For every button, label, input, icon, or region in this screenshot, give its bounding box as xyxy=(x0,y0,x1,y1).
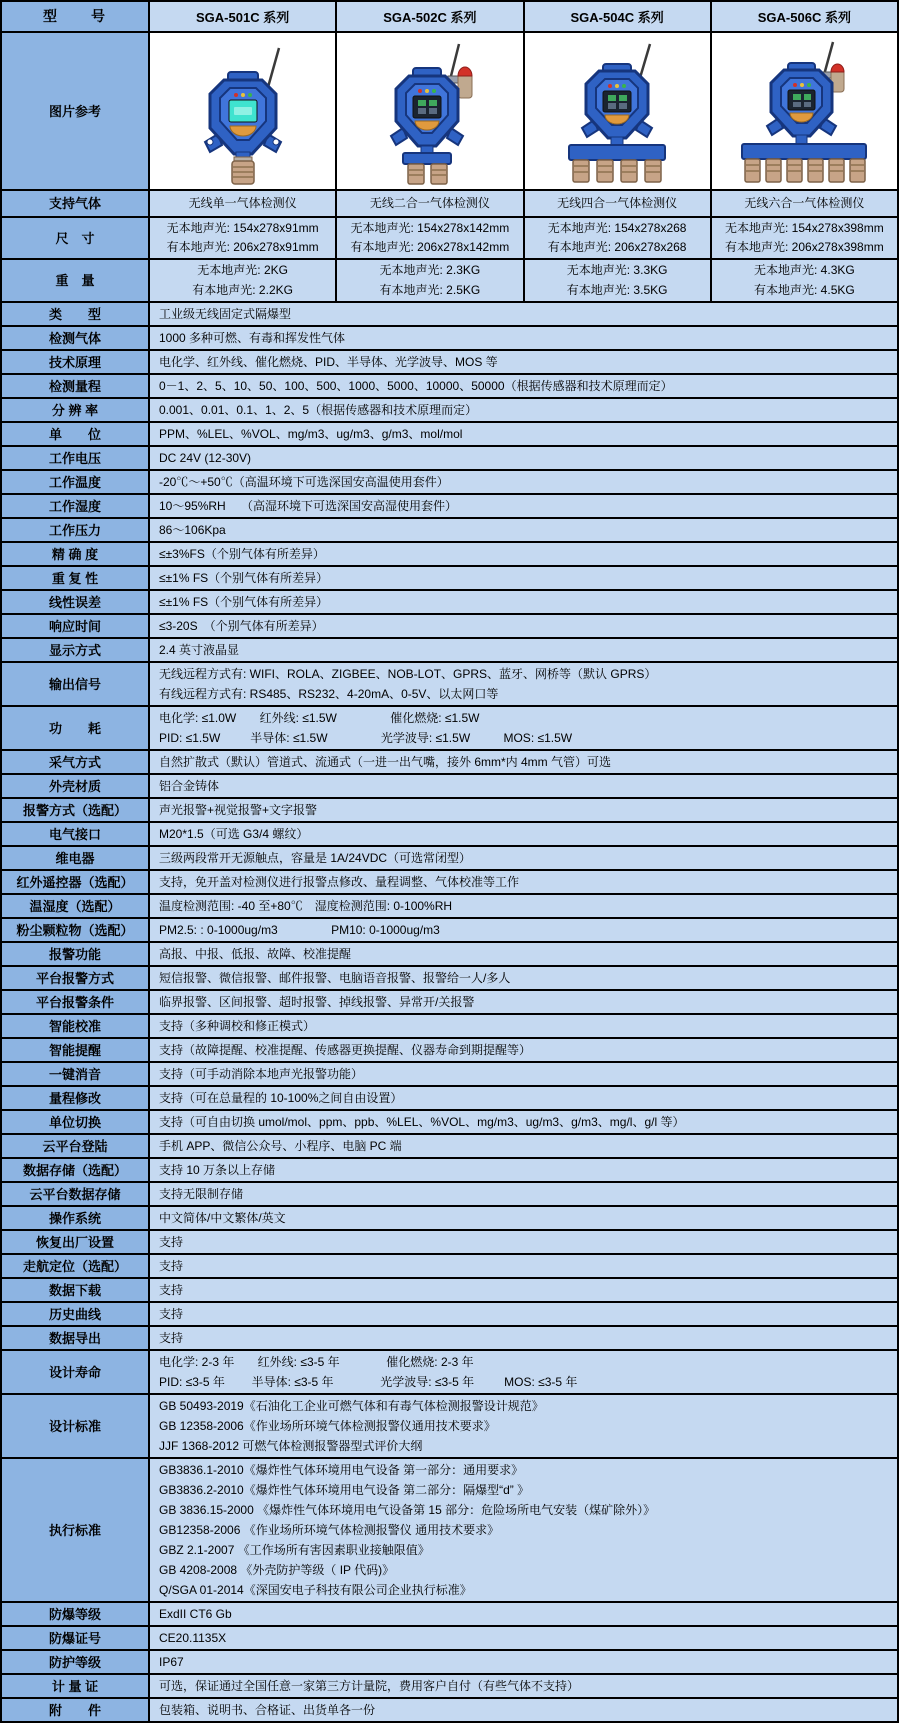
spec-row-value xyxy=(150,663,897,705)
size-line: 有本地声光: 206x278x268 xyxy=(547,240,687,254)
spec-row-label: 类 型 xyxy=(2,303,150,325)
spec-row-label: 显示方式 xyxy=(2,639,150,661)
spec-line: 0－1、2、5、10、50、100、500、1000、5000、10000、50000（根据传感器和技术原理而定） xyxy=(159,379,673,393)
spec-row xyxy=(2,1603,897,1627)
spec-row xyxy=(2,1255,897,1279)
spec-row xyxy=(2,663,897,707)
spec-row-value xyxy=(150,495,897,517)
spec-row-value xyxy=(150,1279,897,1301)
spec-line: GB12358-2006 《作业场所环境气体检测报警仪 通用技术要求》 xyxy=(159,1523,500,1537)
model-name-sga-506c: SGA-506C 系列 xyxy=(712,2,897,31)
model-name-sga-502c: SGA-502C 系列 xyxy=(337,2,524,31)
spec-line: GB 50493-2019《石油化工企业可燃气体和有毒气体检测报警设计规范》 xyxy=(159,1399,544,1413)
spec-row-label: 输出信号 xyxy=(2,663,150,705)
spec-line: 支持 xyxy=(159,1307,184,1321)
weight-cell xyxy=(337,260,524,301)
weight-cell xyxy=(525,260,712,301)
spec-row xyxy=(2,1159,897,1183)
size-line: 有本地声光: 206x278x91mm xyxy=(166,240,319,254)
weight-row xyxy=(2,260,897,303)
spec-row-value xyxy=(150,751,897,773)
spec-row xyxy=(2,1135,897,1159)
spec-line: PM2.5: : 0-1000ug/m3 PM10: 0-1000ug/m3 xyxy=(159,923,440,937)
spec-row-label: 智能提醒 xyxy=(2,1039,150,1061)
image-row-label: 图片参考 xyxy=(2,33,150,189)
spec-line: 铝合金铸体 xyxy=(159,779,220,793)
spec-line: 声光报警+视觉报警+文字报警 xyxy=(159,803,318,817)
spec-row-label: 防护等级 xyxy=(2,1651,150,1673)
spec-line: 三级两段常开无源触点，容量是 1A/24VDC（可选常闭型） xyxy=(159,851,472,865)
spec-row-label: 数据导出 xyxy=(2,1327,150,1349)
spec-line: PPM、%LEL、%VOL、mg/m3、ug/m3、g/m3、mol/mol xyxy=(159,427,463,441)
spec-row xyxy=(2,967,897,991)
spec-row-value xyxy=(150,1015,897,1037)
weight-line: 有本地声光: 4.5KG xyxy=(754,282,855,297)
spec-row-value xyxy=(150,943,897,965)
size-line: 无本地声光: 154x278x268 xyxy=(547,221,687,235)
spec-row-value xyxy=(150,895,897,917)
spec-line: 0.001、0.01、0.1、1、2、5（根据传感器和技术原理而定） xyxy=(159,403,478,417)
spec-line: 温度检测范围: -40 至+80℃ 湿度检测范围: 0-100%RH xyxy=(159,899,453,913)
spec-line: GBZ 2.1-2007 《工作场所有害因素职业接触限值》 xyxy=(159,1543,430,1557)
device-image-sga-501c-icon xyxy=(168,36,318,186)
spec-row-label: 设计标准 xyxy=(2,1395,150,1457)
spec-line: 支持（可手动消除本地声光报警功能） xyxy=(159,1067,364,1081)
weight-cell xyxy=(712,260,897,301)
device-image-sga-502c-icon xyxy=(355,36,505,186)
spec-row xyxy=(2,375,897,399)
model-header-label: 型 号 xyxy=(2,2,150,31)
spec-line: JJF 1368-2012 可燃气体检测报警器型式评价大纲 xyxy=(159,1439,423,1453)
spec-row xyxy=(2,1207,897,1231)
spec-row xyxy=(2,775,897,799)
weight-line: 无本地声光: 3.3KG xyxy=(566,263,668,278)
spec-line: 支持，免开盖对检测仪进行报警点修改、量程调整、气体校准等工作 xyxy=(159,875,520,889)
weight-line: 无本地声光: 4.3KG xyxy=(754,263,855,278)
header-row xyxy=(2,2,897,33)
gas-value: 无线单一气体检测仪 xyxy=(188,196,297,210)
spec-row-value xyxy=(150,1231,897,1253)
spec-row-label: 采气方式 xyxy=(2,751,150,773)
spec-row xyxy=(2,707,897,751)
size-row xyxy=(2,218,897,260)
spec-row-value xyxy=(150,1135,897,1157)
spec-row xyxy=(2,567,897,591)
spec-line: 有线远程方式有: RS485、RS232、4-20mA、0-5V、以太网口等 xyxy=(159,687,499,701)
size-line: 无本地声光: 154x278x142mm xyxy=(350,221,510,235)
spec-row-value xyxy=(150,423,897,445)
spec-row-value xyxy=(150,1651,897,1673)
spec-row-label: 数据下载 xyxy=(2,1279,150,1301)
device-photo-cell-504c xyxy=(525,33,712,189)
spec-line: PID: ≤1.5W 半导体: ≤1.5W 光学波导: ≤1.5W MOS: ≤1.5W xyxy=(159,731,573,745)
weight-line: 有本地声光: 3.5KG xyxy=(566,282,668,297)
spec-row-value xyxy=(150,707,897,749)
weight-line: 无本地声光: 2.3KG xyxy=(379,263,481,278)
device-image-sga-506c-icon xyxy=(729,36,879,186)
spec-row-label: 平台报警条件 xyxy=(2,991,150,1013)
spec-row-label: 设计寿命 xyxy=(2,1351,150,1393)
spec-line: GB3836.2-2010《爆炸性气体环境用电气设备 第二部分：隔爆型“d” 》 xyxy=(159,1483,530,1497)
spec-line: GB 3836.15-2000 《爆炸性气体环境用电气设备第 15 部分：危险场所电气安装（煤矿除外）》 xyxy=(159,1503,656,1517)
size-cell xyxy=(525,218,712,258)
spec-line: M20*1.5（可选 G3/4 螺纹） xyxy=(159,827,309,841)
spec-line: 10～95%RH （高湿环境下可选深国安高湿使用套件） xyxy=(159,499,458,513)
spec-row-value xyxy=(150,1207,897,1229)
spec-row-value xyxy=(150,351,897,373)
spec-row-label: 走航定位（选配） xyxy=(2,1255,150,1277)
spec-row xyxy=(2,1015,897,1039)
spec-row-value xyxy=(150,591,897,613)
spec-row-value xyxy=(150,1303,897,1325)
size-line: 有本地声光: 206x278x142mm xyxy=(350,240,510,254)
spec-line: 可选，保证通过全国任意一家第三方计量院，费用客户自付（有些气体不支持） xyxy=(159,1679,580,1693)
spec-row-value xyxy=(150,775,897,797)
spec-row xyxy=(2,351,897,375)
spec-line: 支持 xyxy=(159,1235,184,1249)
spec-row xyxy=(2,847,897,871)
spec-row-label: 云平台登陆 xyxy=(2,1135,150,1157)
spec-line: IP67 xyxy=(159,1655,184,1669)
spec-row xyxy=(2,399,897,423)
size-line: 无本地声光: 154x278x398mm xyxy=(725,221,884,235)
spec-row xyxy=(2,1327,897,1351)
spec-row-label: 工作压力 xyxy=(2,519,150,541)
spec-line: 电化学: 2-3 年 红外线: ≤3-5 年 催化燃烧: 2-3 年 xyxy=(159,1355,474,1369)
size-cell xyxy=(150,218,337,258)
spec-row xyxy=(2,471,897,495)
spec-row xyxy=(2,1279,897,1303)
spec-row-label: 粉尘颗粒物（选配） xyxy=(2,919,150,941)
spec-row xyxy=(2,591,897,615)
spec-row-label: 工作电压 xyxy=(2,447,150,469)
gas-value: 无线二合一气体检测仪 xyxy=(369,196,490,210)
spec-row-value xyxy=(150,1063,897,1085)
spec-row-label: 精 确 度 xyxy=(2,543,150,565)
spec-row xyxy=(2,495,897,519)
spec-row-value xyxy=(150,1675,897,1697)
spec-line: 临界报警、区间报警、超时报警、掉线报警、异常开/关报警 xyxy=(159,995,475,1009)
gas-value: 无线四合一气体检测仪 xyxy=(557,196,678,210)
spec-row xyxy=(2,1699,897,1721)
spec-row-value xyxy=(150,1255,897,1277)
spec-row-value xyxy=(150,1351,897,1393)
spec-row-value xyxy=(150,967,897,989)
weight-line: 无本地声光: 2KG xyxy=(197,263,288,278)
spec-row-value xyxy=(150,823,897,845)
spec-line: 支持 xyxy=(159,1331,184,1345)
spec-line: 86～106Kpa xyxy=(159,523,226,537)
spec-row-label: 外壳材质 xyxy=(2,775,150,797)
spec-line: 无线远程方式有: WIFI、ROLA、ZIGBEE、NOB-LOT、GPRS、蓝牙、网桥等（默认 GPRS） xyxy=(159,667,657,681)
spec-row-value xyxy=(150,543,897,565)
spec-row-value xyxy=(150,1183,897,1205)
spec-line: -20℃～+50℃（高温环境下可选深国安高温使用套件） xyxy=(159,475,449,489)
spec-line: 手机 APP、微信公众号、小程序、电脑 PC 端 xyxy=(159,1139,402,1153)
spec-line: ≤±1% FS（个别气体有所差异） xyxy=(159,571,329,585)
spec-row-value xyxy=(150,847,897,869)
spec-line: 电化学、红外线、催化燃烧、PID、半导体、光学波导、MOS 等 xyxy=(159,355,498,369)
gas-row-label: 支持气体 xyxy=(2,191,150,216)
spec-row-value xyxy=(150,327,897,349)
spec-row-value xyxy=(150,375,897,397)
spec-row-label: 电气接口 xyxy=(2,823,150,845)
model-name-sga-504c: SGA-504C 系列 xyxy=(525,2,712,31)
spec-row xyxy=(2,615,897,639)
spec-row-label: 操作系统 xyxy=(2,1207,150,1229)
spec-row-label: 附 件 xyxy=(2,1699,150,1721)
spec-row-value xyxy=(150,1699,897,1721)
spec-row xyxy=(2,1459,897,1603)
spec-row-label: 线性误差 xyxy=(2,591,150,613)
size-row-label: 尺 寸 xyxy=(2,218,150,258)
spec-row-value xyxy=(150,519,897,541)
weight-cell xyxy=(150,260,337,301)
weight-line: 有本地声光: 2.2KG xyxy=(192,282,293,297)
spec-row-label: 维电器 xyxy=(2,847,150,869)
spec-row xyxy=(2,919,897,943)
spec-row-label: 云平台数据存储 xyxy=(2,1183,150,1205)
spec-row xyxy=(2,639,897,663)
spec-row-value xyxy=(150,567,897,589)
device-photo-cell-502c xyxy=(337,33,524,189)
spec-line: 2.4 英寸液晶显 xyxy=(159,643,240,657)
spec-row-value xyxy=(150,615,897,637)
spec-row-value xyxy=(150,471,897,493)
spec-row-value xyxy=(150,799,897,821)
spec-row-value xyxy=(150,399,897,421)
device-image-sga-504c-icon xyxy=(542,36,692,186)
spec-row-label: 检测量程 xyxy=(2,375,150,397)
spec-line: 短信报警、微信报警、邮件报警、电脑语音报警、报警给一人/多人 xyxy=(159,971,511,985)
spec-line: 支持（可自由切换 umol/mol、ppm、ppb、%LEL、%VOL、mg/m3、ug/m3、g/m3、mg/l、g/l 等） xyxy=(159,1115,685,1129)
spec-row xyxy=(2,823,897,847)
spec-row-label: 单位切换 xyxy=(2,1111,150,1133)
spec-line: 支持（故障提醒、校准提醒、传感器更换提醒、仪器寿命到期提醒等） xyxy=(159,1043,532,1057)
spec-row-value xyxy=(150,303,897,325)
gas-value: 无线六合一气体检测仪 xyxy=(744,196,865,210)
spec-row xyxy=(2,1231,897,1255)
spec-row xyxy=(2,1303,897,1327)
spec-row-value xyxy=(150,991,897,1013)
spec-row-label: 防爆证号 xyxy=(2,1627,150,1649)
spec-line: ExdII CT6 Gb xyxy=(159,1607,232,1621)
spec-row-label: 检测气体 xyxy=(2,327,150,349)
spec-row-value xyxy=(150,1087,897,1109)
spec-line: GB3836.1-2010《爆炸性气体环境用电气设备 第一部分：通用要求》 xyxy=(159,1463,524,1477)
spec-row xyxy=(2,991,897,1015)
device-photo-cell-501c xyxy=(150,33,337,189)
spec-row-label: 报警方式（选配） xyxy=(2,799,150,821)
spec-line: GB 4208-2008 《外壳防护等级（ IP 代码)》 xyxy=(159,1563,395,1577)
spec-row-label: 量程修改 xyxy=(2,1087,150,1109)
spec-line: 工业级无线固定式隔爆型 xyxy=(159,307,292,321)
spec-row-label: 工作湿度 xyxy=(2,495,150,517)
spec-line: CE20.1135X xyxy=(159,1631,227,1645)
spec-row-label: 执行标准 xyxy=(2,1459,150,1601)
spec-row xyxy=(2,447,897,471)
spec-row xyxy=(2,1183,897,1207)
spec-row-value xyxy=(150,1459,897,1601)
spec-line: ≤±1% FS（个别气体有所差异） xyxy=(159,595,329,609)
spec-row-value xyxy=(150,1395,897,1457)
spec-row xyxy=(2,1087,897,1111)
spec-row xyxy=(2,1651,897,1675)
spec-line: 中文简体/中文繁体/英文 xyxy=(159,1211,286,1225)
spec-line: ≤3-20S （个别气体有所差异） xyxy=(159,619,324,633)
spec-row-label: 计 量 证 xyxy=(2,1675,150,1697)
spec-line: 1000 多种可燃、有毒和挥发性气体 xyxy=(159,331,346,345)
spec-row-label: 防爆等级 xyxy=(2,1603,150,1625)
spec-row xyxy=(2,1111,897,1135)
spec-row xyxy=(2,1627,897,1651)
spec-row-value xyxy=(150,1159,897,1181)
spec-line: 包装箱、说明书、合格证、出货单各一份 xyxy=(159,1703,376,1717)
gas-row xyxy=(2,191,897,218)
device-photo-cell-506c xyxy=(712,33,897,189)
spec-row-label: 单 位 xyxy=(2,423,150,445)
spec-row-label: 功 耗 xyxy=(2,707,150,749)
spec-row-label: 历史曲线 xyxy=(2,1303,150,1325)
spec-row-value xyxy=(150,1039,897,1061)
spec-row-label: 分 辨 率 xyxy=(2,399,150,421)
spec-row-value xyxy=(150,1111,897,1133)
spec-line: 自然扩散式（默认）管道式、流通式（一进一出气嘴，接外 6mm*内 4mm 气管）可选 xyxy=(159,755,612,769)
spec-row-value xyxy=(150,639,897,661)
spec-row xyxy=(2,519,897,543)
spec-row xyxy=(2,1395,897,1459)
spec-row xyxy=(2,303,897,327)
size-line: 无本地声光: 154x278x91mm xyxy=(166,221,319,235)
image-row xyxy=(2,33,897,191)
spec-row-value xyxy=(150,919,897,941)
spec-row-value xyxy=(150,1327,897,1349)
spec-row-label: 技术原理 xyxy=(2,351,150,373)
spec-row xyxy=(2,943,897,967)
spec-row xyxy=(2,871,897,895)
spec-row xyxy=(2,751,897,775)
spec-line: 支持 10 万条以上存储 xyxy=(159,1163,276,1177)
spec-line: 支持 xyxy=(159,1259,184,1273)
size-line: 有本地声光: 206x278x398mm xyxy=(725,240,884,254)
spec-line: ≤±3%FS（个别气体有所差异） xyxy=(159,547,325,561)
spec-line: GB 12358-2006《作业场所环境气体检测报警仪通用技术要求》 xyxy=(159,1419,496,1433)
spec-line: 支持无限制存储 xyxy=(159,1187,244,1201)
spec-row xyxy=(2,799,897,823)
spec-row xyxy=(2,1063,897,1087)
spec-row-value xyxy=(150,447,897,469)
spec-line: Q/SGA 01-2014《深国安电子科技有限公司企业执行标准》 xyxy=(159,1583,472,1597)
weight-row-label: 重 量 xyxy=(2,260,150,301)
spec-row xyxy=(2,1675,897,1699)
spec-rows-container xyxy=(2,303,897,1721)
model-name-sga-501c: SGA-501C 系列 xyxy=(150,2,337,31)
spec-line: 支持（多种调校和修正模式） xyxy=(159,1019,316,1033)
spec-line: 电化学: ≤1.0W 红外线: ≤1.5W 催化燃烧: ≤1.5W xyxy=(159,711,480,725)
spec-row xyxy=(2,423,897,447)
spec-row-value xyxy=(150,1603,897,1625)
spec-row-label: 数据存储（选配） xyxy=(2,1159,150,1181)
weight-line: 有本地声光: 2.5KG xyxy=(379,282,481,297)
spec-row-label: 工作温度 xyxy=(2,471,150,493)
spec-row-label: 一键消音 xyxy=(2,1063,150,1085)
spec-row-label: 智能校准 xyxy=(2,1015,150,1037)
size-cell xyxy=(337,218,524,258)
spec-row-label: 温湿度（选配） xyxy=(2,895,150,917)
spec-line: DC 24V (12-30V) xyxy=(159,451,252,465)
spec-line: 支持（可在总量程的 10-100%之间自由设置） xyxy=(159,1091,403,1105)
spec-row-label: 响应时间 xyxy=(2,615,150,637)
spec-line: PID: ≤3-5 年 半导体: ≤3-5 年 光学波导: ≤3-5 年 MOS: ≤3-5 年 xyxy=(159,1375,578,1389)
spec-row-label: 平台报警方式 xyxy=(2,967,150,989)
spec-row xyxy=(2,543,897,567)
spec-row xyxy=(2,1039,897,1063)
spec-row-value xyxy=(150,1627,897,1649)
spec-row-label: 恢复出厂设置 xyxy=(2,1231,150,1253)
spec-row-label: 报警功能 xyxy=(2,943,150,965)
spec-line: 支持 xyxy=(159,1283,184,1297)
spec-row-value xyxy=(150,871,897,893)
size-cell xyxy=(712,218,897,258)
spec-row xyxy=(2,895,897,919)
spec-row-label: 红外遥控器（选配） xyxy=(2,871,150,893)
spec-row xyxy=(2,1351,897,1395)
spec-row xyxy=(2,327,897,351)
spec-row-label: 重 复 性 xyxy=(2,567,150,589)
spec-line: 高报、中报、低报、故障、校准提醒 xyxy=(159,947,352,961)
